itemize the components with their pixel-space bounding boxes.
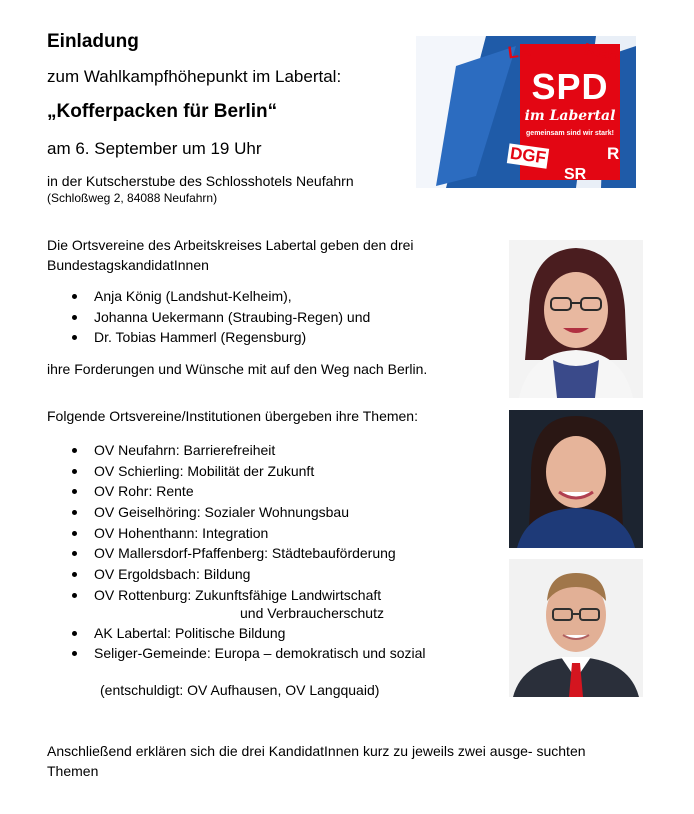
list-item-continuation: und Verbraucherschutz [240,604,384,621]
logo-party-name: SPD [531,66,609,107]
intro-outro: ihre Forderungen und Wünsche mit auf den Weg nach Berlin. [47,361,428,377]
logo-region-r: R [607,144,620,163]
list-item: Seliger-Gemeinde: Europa – demokratisch und sozial [70,643,426,664]
logo-region-dgf: DGF [507,143,549,168]
excused-note: (entschuldigt: OV Aufhausen, OV Langquaid) [100,682,380,698]
logo-script-text: im Labertal [524,108,616,124]
logo-region-la: LA [506,40,532,63]
list-item: Dr. Tobias Hammerl (Regensburg) [70,327,370,348]
logo-slogan: gemeinsam sind wir stark! [526,130,614,137]
candidate-list [70,286,370,348]
invitation-heading: Einladung [47,31,139,52]
list-item: Johanna Uekermann (Straubing-Regen) und [70,307,370,328]
portrait-woman-glasses [509,240,643,398]
list-item: OV Rottenburg: Zukunftsfähige Landwirtschaft [70,585,426,606]
candidate-photo-2 [509,410,643,548]
list-item: Anja König (Landshut-Kelheim), [70,286,370,307]
list-item: OV Rohr: Rente [70,481,426,502]
event-title: „Kofferpacken für Berlin“ [47,101,278,122]
event-address: (Schloßweg 2, 84088 Neufahrn) [47,191,218,205]
list-item: OV Geiselhöring: Sozialer Wohnungsbau [70,502,426,523]
intro-line-1: Die Ortsvereine des Arbeitskreises Labertal geben den drei [47,237,414,253]
list-item: OV Neufahrn: Barrierefreiheit [70,440,426,461]
logo-region-keh: KEH [582,39,622,64]
list-item: AK Labertal: Politische Bildung [70,623,426,644]
spd-labertal-logo [416,36,636,188]
list-item: OV Hohenthann: Integration [70,523,426,544]
closing-text: Anschließend erklären sich die drei KandidatInnen kurz zu jeweils zwei ausge- suchten Themen [47,743,586,779]
event-date: am 6. September um 19 Uhr [47,139,262,158]
portrait-man-glasses [509,559,643,697]
candidate-photo-3 [509,559,643,697]
logo-region-sr: SR [564,166,587,183]
list-item: OV Mallersdorf-Pfaffenberg: Städtebauförderung [70,543,426,564]
list-item: OV Schierling: Mobilität der Zukunft [70,461,426,482]
candidate-photo-1 [509,240,643,398]
topics-heading: Folgende Ortsvereine/Institutionen übergeben ihre Themen: [47,408,418,424]
intro-line-2: BundestagskandidatInnen [47,257,209,273]
list-item: OV Ergoldsbach: Bildung [70,564,426,585]
topics-list [70,440,426,664]
event-venue: in der Kutscherstube des Schlosshotels Neufahrn [47,173,354,189]
portrait-woman-dark-hair [509,410,643,548]
event-subheading: zum Wahlkampfhöhepunkt im Labertal: [47,67,342,86]
